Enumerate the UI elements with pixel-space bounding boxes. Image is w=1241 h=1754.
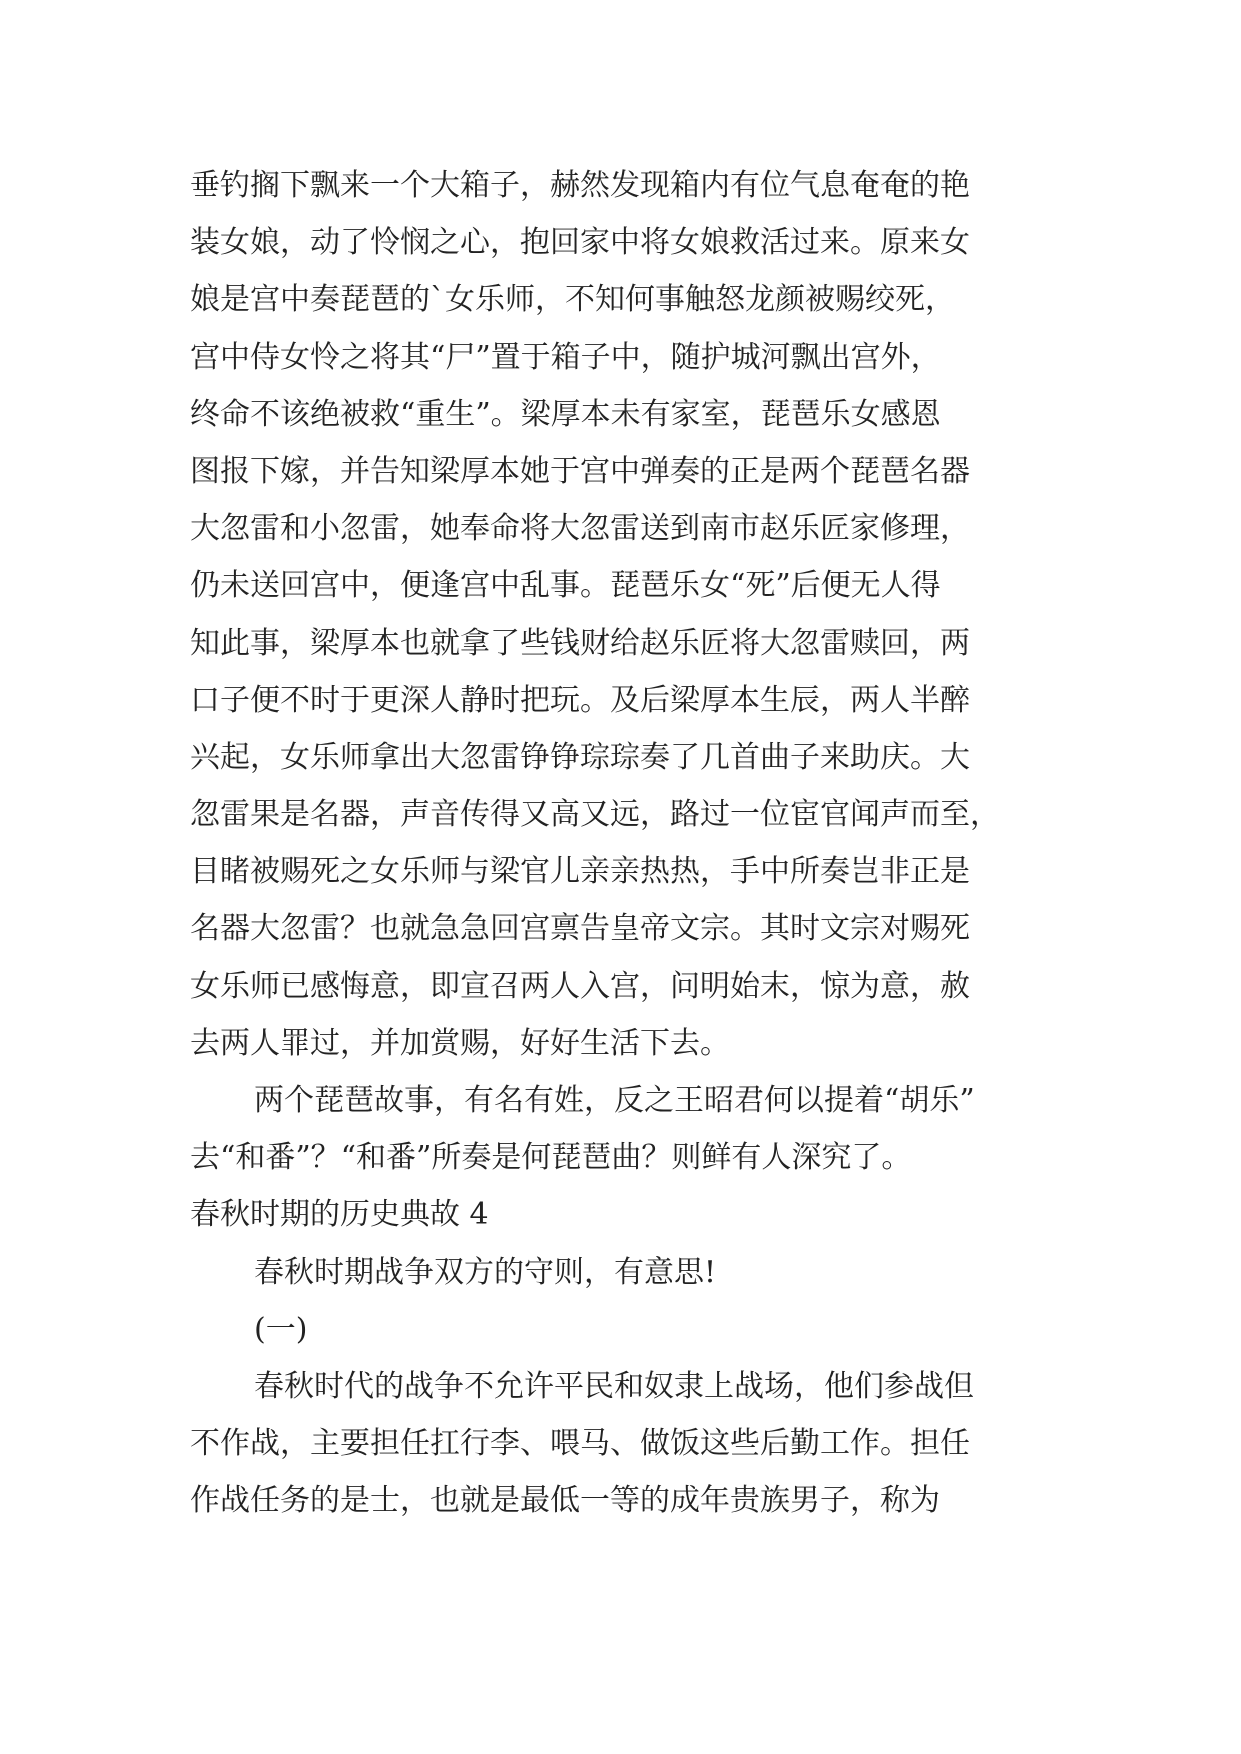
text-line: 知此事，梁厚本也就拿了些钱财给赵乐匠将大忽雷赎回，两 xyxy=(190,625,970,661)
text-line: 终命不该绝被救“重生”。梁厚本未有家室，琵琶乐女感恩 xyxy=(190,396,941,432)
text-line: 仍未送回宫中，便逢宫中乱事。琵琶乐女“死”后便无人得 xyxy=(190,568,941,604)
text-line: 兴起，女乐师拿出大忽雷铮铮琮琮奏了几首曲子来助庆。大 xyxy=(190,739,970,775)
body-text xyxy=(190,157,1070,1530)
text-line: 大忽雷和小忽雷，她奉命将大忽雷送到南市赵乐匠家修理， xyxy=(190,511,970,547)
text-line: 图报下嫁，并告知梁厚本她于宫中弹奏的正是两个琵琶名器 xyxy=(190,453,970,489)
section-heading: 春秋时期的历史典故 4 xyxy=(190,1197,489,1233)
paragraph-start-line: 春秋时期战争双方的守则，有意思! xyxy=(254,1254,717,1290)
text-line: 垂钓搁下飘来一个大箱子，赫然发现箱内有位气息奄奄的艳 xyxy=(190,168,970,203)
section-number: (一) xyxy=(254,1311,308,1347)
text-line: 作战任务的是士，也就是最低一等的成年贵族男子，称为 xyxy=(190,1483,940,1519)
text-line: 宫中侍女怜之将其“尸”置于箱子中，随护城河飘出宫外， xyxy=(190,339,941,375)
text-line: 去“和番”？“和番”所奏是何琵琶曲？则鲜有人深究了。 xyxy=(190,1140,912,1176)
text-line: 不作战，主要担任扛行李、喂马、做饭这些后勤工作。担任 xyxy=(190,1426,970,1462)
text-line: 女乐师已感悔意，即宣召两人入宫，问明始末，惊为意，赦 xyxy=(190,968,970,1004)
text-line: 去两人罪过，并加赏赐，好好生活下去。 xyxy=(190,1025,730,1061)
text-line: 装女娘，动了怜悯之心，抱回家中将女娘救活过来。原来女 xyxy=(190,225,970,261)
text-line: 口子便不时于更深人静时把玩。及后梁厚本生辰，两人半醉 xyxy=(190,682,970,718)
text-line: 目睹被赐死之女乐师与梁官儿亲亲热热，手中所奏岂非正是 xyxy=(190,854,970,890)
text-line: 娘是宫中奏琵琶的`女乐师，不知何事触怒龙颜被赐绞死， xyxy=(190,282,955,318)
text-line: 忽雷果是名器，声音传得又高又远，路过一位宦官闻声而至， xyxy=(190,797,1000,833)
paragraph-start-line: 春秋时代的战争不允许平民和奴隶上战场，他们参战但 xyxy=(254,1368,974,1404)
paragraph-start-line: 两个琵琶故事，有名有姓，反之王昭君何以提着“胡乐” xyxy=(254,1083,975,1118)
text-line: 名器大忽雷？也就急急回宫禀告皇帝文宗。其时文宗对赐死 xyxy=(190,911,970,947)
